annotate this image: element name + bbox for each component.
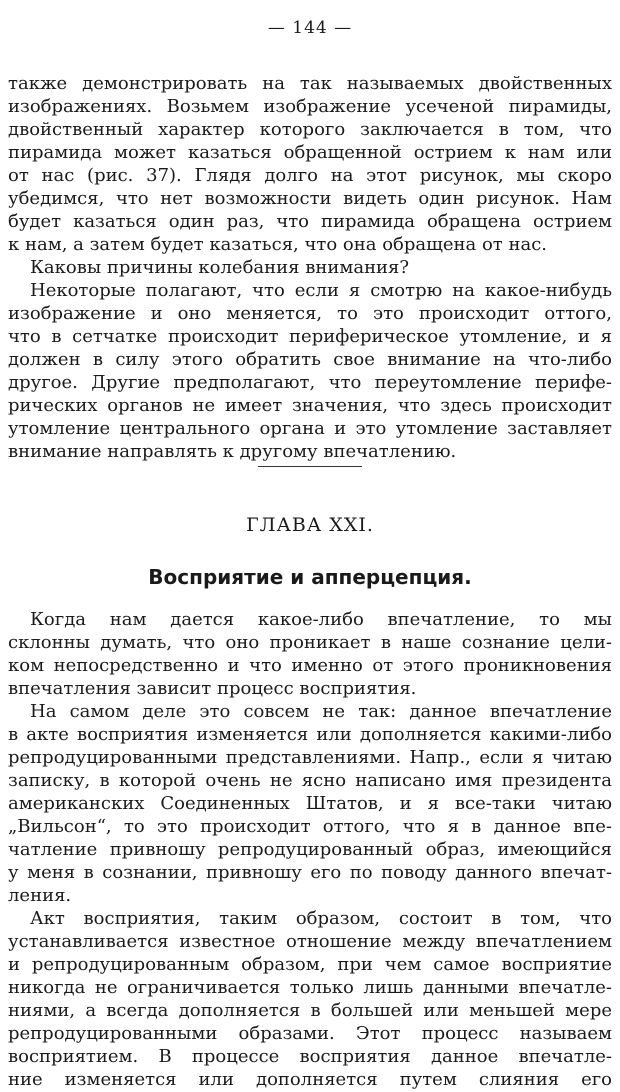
- text-line: пирамида может казаться обращенной острием к нам или: [8, 142, 612, 163]
- text-line: восприятием. В процессе восприятия данное впечатле-: [8, 1046, 612, 1067]
- text-line: Акт восприятия, таким образом, состоит в том, что: [30, 908, 612, 929]
- text-line: ниями, а всегда дополняется в большей или меньшей мере: [8, 1000, 612, 1021]
- text-line: утомление центрального органа и это утомление заставляет: [8, 418, 612, 439]
- text-line: изображение и оно меняется, то это происходит оттого,: [8, 303, 612, 324]
- text-line: склонны думать, что оно проникает в наше сознание цели-: [8, 632, 612, 653]
- text-line: „Вильсон“, то это происходит оттого, что я в данное впе-: [8, 816, 612, 837]
- text-line: от нас (рис. 37). Глядя долго на этот рисунок, мы скоро: [8, 165, 612, 186]
- text-line: репродуцированными образами. Этот процесс называем: [8, 1023, 612, 1044]
- text-line: ком непосредственно и что именно от этого проникновения: [8, 655, 612, 676]
- text-line: внимание направлять к другому впечатлению.: [8, 441, 457, 462]
- text-line: никогда не ограничивается только лишь данными впечатле-: [8, 977, 612, 998]
- text-line: Когда нам дается какое-либо впечатление, то мы: [30, 609, 612, 630]
- text-line: также демонстрировать на так называемых двойственных: [8, 73, 612, 94]
- text-line: изображениях. Возьмем изображение усеченой пирамиды,: [8, 96, 612, 117]
- text-line: впечатления зависит процесс восприятия.: [8, 678, 417, 699]
- text-line: Каковы причины колебания внимания?: [30, 257, 410, 278]
- text-line: что в сетчатке происходит периферическое утомление, и я: [8, 326, 612, 347]
- text-line: репродуцированными представлениями. Напр., если я читаю: [8, 747, 612, 768]
- text-line: убедимся, что нет возможности видеть один рисунок. Нам: [8, 188, 612, 209]
- text-line: американских Соединенных Штатов, и я все-таки читаю: [8, 793, 612, 814]
- text-line: к нам, а затем будет казаться, что она обращена от нас.: [8, 234, 548, 255]
- chapter-heading: ГЛАВА XXI.: [246, 514, 374, 536]
- text-line: и репродуцированным образом, при чем самое восприятие: [8, 954, 612, 975]
- section-title: Восприятие и апперцепция.: [148, 565, 472, 589]
- text-line: ления.: [8, 885, 72, 906]
- section-divider: [258, 466, 362, 467]
- text-line: должен в силу этого обратить свое внимание на что-либо: [8, 349, 612, 370]
- text-line: Некоторые полагают, что если я смотрю на какое-нибудь: [30, 280, 612, 301]
- text-line: другое. Другие предполагают, что переутомление перифе-: [8, 372, 612, 393]
- text-line: рических органов не имеет значения, что здесь происходит: [8, 395, 612, 416]
- text-line: двойственный характер которого заключается в том, что: [8, 119, 612, 140]
- text-line: чатление привношу репродуцированный образ, имеющийся: [8, 839, 612, 860]
- text-line: На самом деле это совсем не так: данное впечатление: [30, 701, 612, 722]
- text-line: записку, в которой очень не ясно написано имя президента: [8, 770, 612, 791]
- text-line: у меня в сознании, привношу его по поводу данного впечат-: [8, 862, 612, 883]
- page-number: — 144 —: [267, 18, 353, 38]
- text-line: устанавливается известное отношение между впечатлением: [8, 931, 612, 952]
- text-line: будет казаться один раз, что пирамида обращена острием: [8, 211, 612, 232]
- text-line: ние изменяется или дополняется путем слияния его: [8, 1069, 612, 1090]
- text-line: в акте восприятия изменяется или дополняется какими-либо: [8, 724, 612, 745]
